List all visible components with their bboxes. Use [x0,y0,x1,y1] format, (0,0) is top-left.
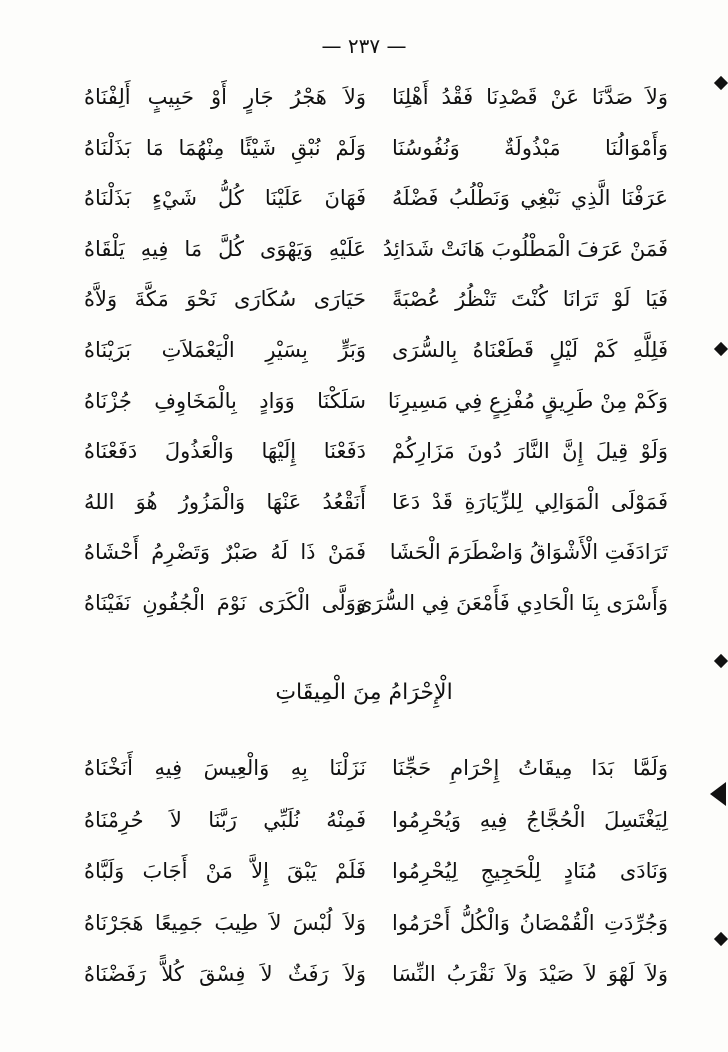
verse-first-hemistich: عَرَفْنَا الَّذِي نَبْغِي وَنَطْلُبُ فَضْلَهُ [392,186,668,211]
verse-row [0,225,728,273]
verse-row [0,326,728,374]
verse-second-hemistich: وَوَلَّى الْكَرَى نَوْمَ الْجُفُونِ نَفَيْنَاهُ [84,591,366,615]
margin-mark-3 [714,654,728,668]
verse-first-hemistich: وَأَسْرَى بِنَا الْحَادِي فَأَمْعَنَ فِي السُّرَى [356,591,668,615]
verse-row [0,899,728,947]
verse-second-hemistich: حَيَارَى سُكَارَى نَحْوَ مَكَّةَ وَلاَّهُ [84,287,366,312]
verse-first-hemistich: وَلاَ لَهْوَ لاَ صَيْدَ وَلاَ نَقْرَبُ النِّسَا [392,962,668,986]
verse-row [0,579,728,627]
verse-second-hemistich: فَمِنْهُ نُلَبِّي رَبَّنَا لاَ حُرِمْنَاهُ [84,807,366,832]
verse-row [0,73,728,121]
verse-row [0,427,728,475]
verse-row [0,275,728,323]
verse-second-hemistich: وَبَرٍّ بِسَيْرِ الْيَعْمَلاَتِ بَرَيْنَاهُ [84,338,366,362]
verse-row [0,950,728,998]
verse-first-hemistich: تَرَادَفَتِ الْأَشْوَاقُ وَاضْطَرَمَ الْحَشَا [389,540,668,565]
margin-mark-4 [710,782,726,806]
section-title: الْإِحْرَامُ مِنَ الْمِيقَاتِ [275,680,453,705]
verse-row [0,377,728,425]
verse-first-hemistich: فَمَوْلَى الْمَوَالِي لِلزِّيَارَةِ قَدْ دَعَا [392,489,668,514]
verse-second-hemistich: فَمَنْ ذَا لَهُ صَبْرٌ وَتَضْرِمُ أَحْشَاهُ [84,540,366,565]
verse-second-hemistich: عَلَيْهِ وَيَهْوَى كُلَّ مَا فِيهِ يَلْقَاهُ [84,236,366,261]
verse-second-hemistich: نَزَلْنَا بِهِ وَالْعِيسَ فِيهِ أَنَخْنَاهُ [84,756,366,780]
verse-row [0,174,728,222]
verse-row [0,796,728,844]
verse-row [0,478,728,526]
verse-first-hemistich: فَيَا لَوْ تَرَانَا كُنْتَ تَنْظُرُ عُصْبَةً [392,287,668,312]
verse-second-hemistich: سَلَكْنَا وَوَادٍ بِالْمَخَاوِفِ جُزْنَاهُ [84,388,366,413]
verse-second-hemistich: دَفَعْنَا إِلَيْهَا وَالْعَذُولَ دَفَعْنَاهُ [84,439,366,464]
verse-second-hemistich: وَلاَ رَفَثٌ لاَ فِسْقَ كُلاًّ رَفَضْنَاهُ [84,962,366,986]
verse-first-hemistich: لِيَغْتَسِلَ الْحُجَّاجُ فِيهِ وَيُحْرِمُوا [392,807,668,832]
verse-first-hemistich: وَكَمْ مِنْ طَرِيقٍ مُفْزِعٍ فِي مَسِيرِنَا [387,388,668,413]
verse-first-hemistich: وَنَادَى مُنَادٍ لِلْحَجِيجِ لِيُحْرِمُوا [392,859,668,883]
verse-second-hemistich: وَلاَ هَجْرُ جَارٍ أَوْ حَبِيبٍ أَلِفْنَاهُ [84,85,366,109]
verse-row [0,744,728,792]
verse-first-hemistich: وَلَمَّا بَدَا مِيقَاتُ إِحْرَامِ حَجِّنَا [392,756,668,780]
verse-row [0,528,728,576]
verse-first-hemistich: وَجُرِّدَتِ الْقُمْصَانُ وَالْكُلُّ أَحْرَمُوا [392,910,668,935]
verse-first-hemistich: فَمَنْ عَرَفَ الْمَطْلُوبَ هَانَتْ شَدَائِدُ [382,236,668,261]
verse-row [0,124,728,172]
verse-second-hemistich: أَنَقْعُدُ عَنْهَا وَالْمَزُورُ هُوَ اللهُ [84,489,366,514]
verse-second-hemistich: وَلاَ لُبْسَ لاَ طِيبَ جَمِيعًا هَجَرْنَاهُ [84,910,366,935]
verse-first-hemistich: وَأَمْوَالُنَا مَبْذُولَةٌ وَنُفُوسُنَا [392,135,668,160]
verse-first-hemistich: فَلِلَّهِ كَمْ لَيْلٍ قَطَعْنَاهُ بِالسُّرَى [392,338,668,362]
verse-second-hemistich: وَلَمْ نُبْقِ شَيْئًا مِنْهُمَا مَا بَذَلْنَاهُ [84,135,366,160]
verse-row [0,847,728,895]
verse-first-hemistich: وَلَوْ قِيلَ إِنَّ النَّارَ دُونَ مَزَارِكُمْ [392,439,668,464]
page-number: — ٢٣٧ — [321,34,407,58]
verse-second-hemistich: فَلَمْ يَبْقَ إِلاَّ مَنْ أَجَابَ وَلَبَّاهُ [84,859,366,883]
verse-second-hemistich: فَهَانَ عَلَيْنَا كُلُّ شَيْءٍ بَذَلْنَاهُ [84,186,366,211]
verse-first-hemistich: وَلاَ صَدَّنَا عَنْ قَصْدِنَا فَقْدُ أَهْلِنَا [392,85,668,109]
